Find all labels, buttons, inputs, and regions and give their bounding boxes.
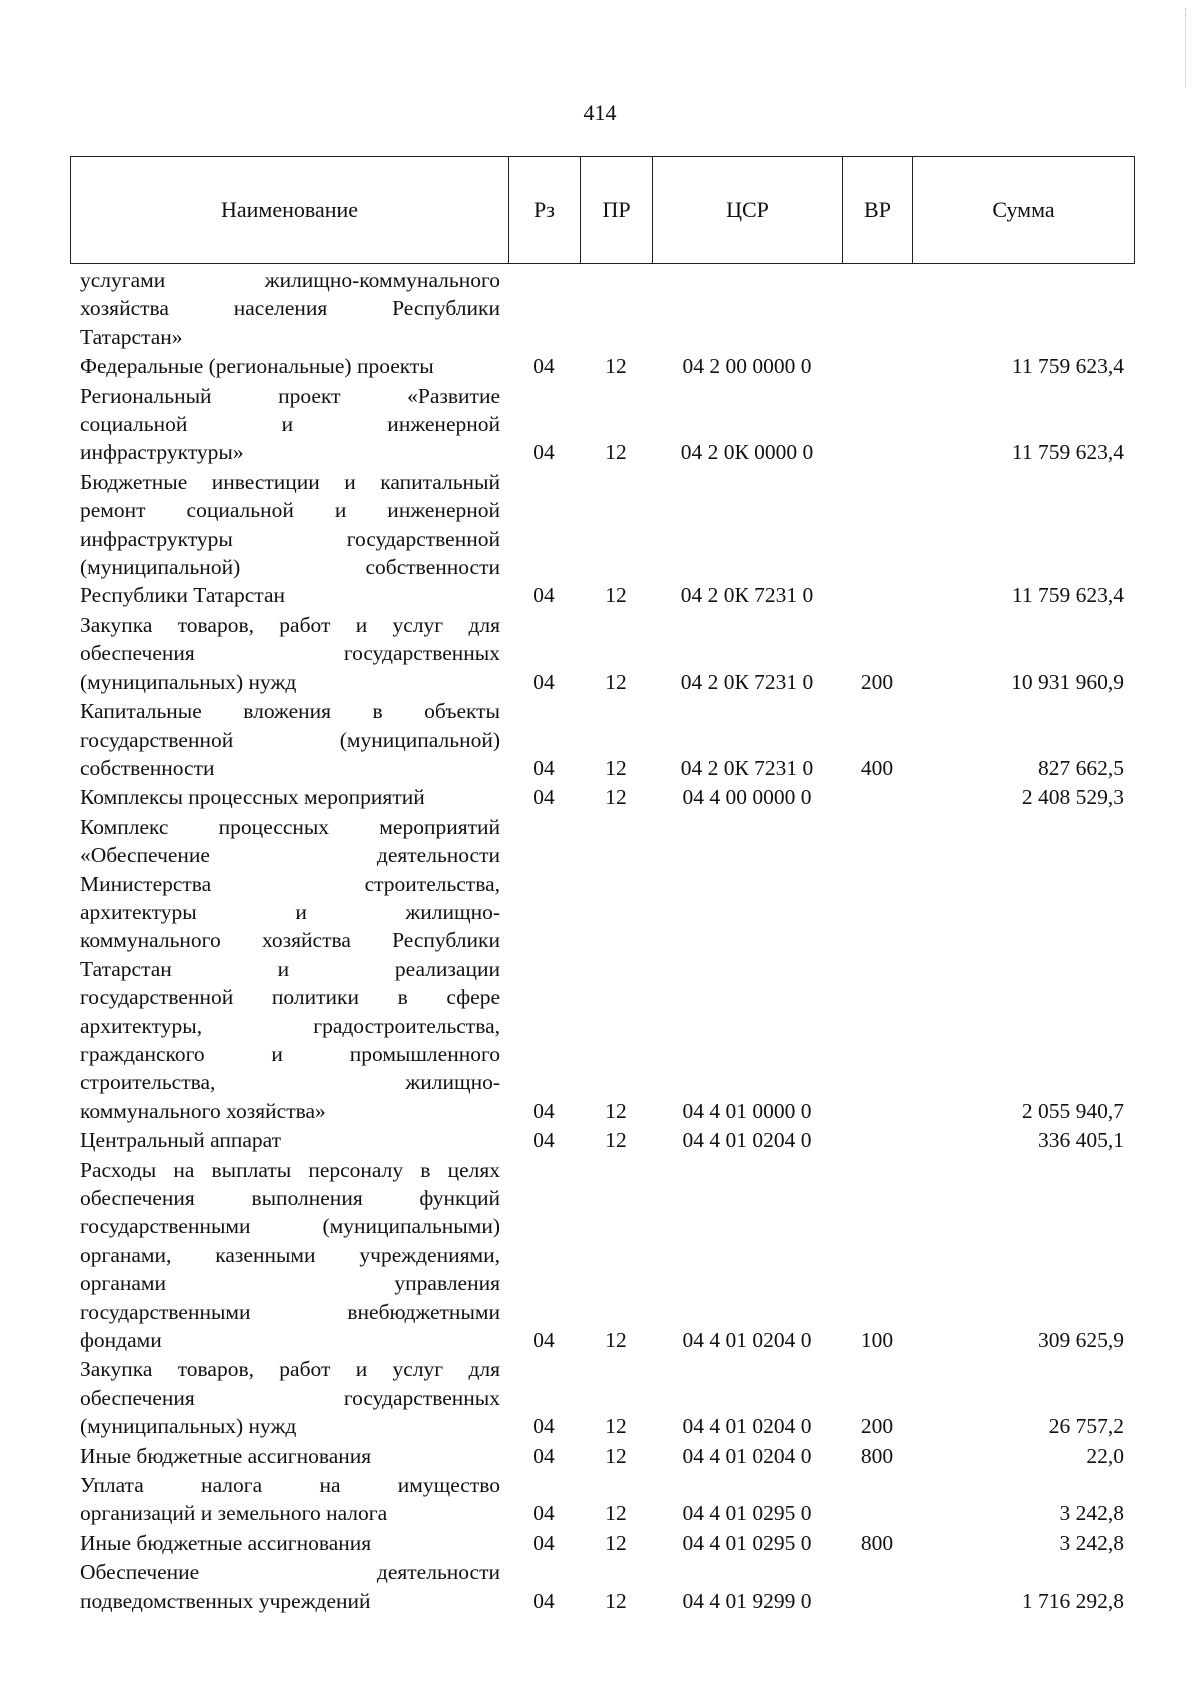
header-name: Наименование — [71, 157, 509, 264]
cell-rz: 04 — [533, 1530, 555, 1555]
cell-sum: 3 242,8 — [1059, 1501, 1124, 1526]
cell-sum: 11 759 623,4 — [1011, 354, 1124, 379]
cell-pr: 12 — [605, 669, 627, 694]
cell-name-line: Министерства строительства, — [80, 871, 500, 896]
cell-sum: 22,0 — [1086, 1443, 1124, 1468]
cell-name-line: Бюджетные инвестиции и капитальный — [80, 469, 500, 494]
cell-name-line: организаций и земельного налога — [80, 1501, 388, 1526]
cell-name-line: (муниципальных) нужд — [80, 669, 297, 694]
cell-name-line: коммунального хозяйства Республики — [80, 928, 500, 953]
cell-rz: 04 — [533, 1128, 555, 1153]
cell-vr: 400 — [860, 755, 894, 780]
cell-name-line: государственной (муниципальной) — [80, 727, 500, 752]
cell-name — [70, 468, 508, 610]
cell-name — [70, 1355, 508, 1440]
cell-csr: 04 4 01 0295 0 — [682, 1501, 812, 1526]
header-csr: ЦСР — [653, 157, 843, 264]
cell-name — [70, 382, 508, 467]
table-row — [70, 611, 1134, 696]
cell-vr: 200 — [860, 1414, 894, 1439]
cell-name-line: обеспечения государственных — [80, 1385, 500, 1410]
header-sum: Сумма — [913, 157, 1135, 264]
cell-sum: 309 625,9 — [1038, 1328, 1124, 1353]
cell-name-line: социальной и инженерной — [80, 412, 500, 437]
cell-pr: 12 — [605, 1588, 627, 1613]
header-rz: Рз — [509, 157, 581, 264]
cell-pr: 12 — [605, 755, 627, 780]
cell-rz: 04 — [533, 1588, 555, 1613]
header-pr: ПР — [581, 157, 653, 264]
cell-name-line: архитектуры и жилищно- — [80, 899, 500, 924]
cell-vr: 800 — [860, 1530, 894, 1555]
cell-name-line: органами управления — [80, 1271, 500, 1296]
table-row — [70, 1156, 1134, 1355]
cell-name-line: Закупка товаров, работ и услуг для — [80, 612, 500, 637]
cell-csr: 04 4 01 0204 0 — [682, 1328, 812, 1353]
cell-csr: 04 2 0К 0000 0 — [680, 440, 814, 465]
cell-name-line: Комплексы процессных мероприятий — [80, 785, 425, 810]
cell-pr: 12 — [605, 354, 627, 379]
cell-sum: 11 759 623,4 — [1011, 440, 1124, 465]
cell-csr: 04 4 01 0295 0 — [682, 1530, 812, 1555]
cell-sum: 26 757,2 — [1048, 1414, 1124, 1439]
cell-csr: 04 4 01 0000 0 — [682, 1098, 812, 1123]
cell-name-line: обеспечения государственных — [80, 641, 500, 666]
cell-name-line: Уплата налога на имущество — [80, 1473, 500, 1498]
cell-sum: 336 405,1 — [1038, 1128, 1124, 1153]
cell-name-line: государственными внебюджетными — [80, 1299, 500, 1324]
cell-name-line: архитектуры, градостроительства, — [80, 1013, 500, 1038]
cell-name-line: органами, казенными учреждениями, — [80, 1242, 500, 1267]
cell-name-line: Федеральные (региональные) проекты — [80, 354, 434, 379]
cell-pr: 12 — [605, 583, 627, 608]
cell-name — [70, 611, 508, 696]
cell-rz: 04 — [533, 1414, 555, 1439]
table-row — [70, 813, 1134, 1125]
cell-pr: 12 — [605, 785, 627, 810]
table-row — [70, 352, 1134, 380]
cell-csr: 04 2 0К 7231 0 — [680, 583, 814, 608]
cell-rz: 04 — [533, 440, 555, 465]
cell-pr: 12 — [605, 1530, 627, 1555]
cell-name-line: подведомственных учреждений — [80, 1588, 371, 1613]
cell-rz: 04 — [533, 669, 555, 694]
cell-name-line: Центральный аппарат — [80, 1128, 282, 1153]
cell-csr: 04 4 01 0204 0 — [682, 1128, 812, 1153]
cell-name-line: хозяйства населения Республики — [80, 296, 500, 321]
cell-sum: 2 408 529,3 — [1021, 785, 1124, 810]
cell-csr: 04 2 0К 7231 0 — [680, 755, 814, 780]
cell-name — [70, 1442, 508, 1470]
cell-csr: 04 4 01 0204 0 — [682, 1414, 812, 1439]
cell-vr: 200 — [860, 669, 894, 694]
scan-artifact — [1185, 8, 1187, 88]
cell-name — [70, 783, 508, 811]
cell-name-line: коммунального хозяйства» — [80, 1098, 326, 1123]
cell-rz: 04 — [533, 1501, 555, 1526]
cell-name-line: Обеспечение деятельности — [80, 1560, 500, 1585]
cell-name-line: Иные бюджетные ассигнования — [80, 1443, 372, 1468]
cell-sum: 2 055 940,7 — [1021, 1098, 1124, 1123]
cell-name-line: строительства, жилищно- — [80, 1070, 500, 1095]
cell-rz: 04 — [533, 354, 555, 379]
cell-name — [70, 1529, 508, 1557]
table-row — [70, 1558, 1134, 1615]
cell-name-line: гражданского и промышленного — [80, 1041, 500, 1066]
cell-csr: 04 4 01 0204 0 — [682, 1443, 812, 1468]
cell-rz: 04 — [533, 755, 555, 780]
table-body — [70, 266, 1134, 1616]
cell-name-line: «Обеспечение деятельности — [80, 843, 500, 868]
cell-csr: 04 4 01 9299 0 — [682, 1588, 812, 1613]
cell-name-line: собственности — [80, 755, 215, 780]
table-row — [70, 1355, 1134, 1440]
cell-csr: 04 2 00 0000 0 — [682, 354, 812, 379]
cell-name-line: инфраструктуры государственной — [80, 526, 500, 551]
cell-rz: 04 — [533, 1443, 555, 1468]
cell-name — [70, 352, 508, 380]
cell-name-line: Иные бюджетные ассигнования — [80, 1530, 372, 1555]
table-row — [70, 468, 1134, 610]
table-row — [70, 1442, 1134, 1470]
cell-rz: 04 — [533, 785, 555, 810]
cell-vr: 100 — [860, 1328, 894, 1353]
table-row — [70, 1529, 1134, 1557]
cell-pr: 12 — [605, 1328, 627, 1353]
cell-name — [70, 813, 508, 1125]
cell-pr: 12 — [605, 1128, 627, 1153]
cell-pr: 12 — [605, 1098, 627, 1123]
cell-name-line: Расходы на выплаты персоналу в целях — [80, 1157, 500, 1182]
table-header — [70, 156, 1135, 264]
cell-name-line: (муниципальной) собственности — [80, 555, 500, 580]
cell-rz: 04 — [533, 1328, 555, 1353]
cell-name-line: инфраструктуры» — [80, 440, 244, 465]
cell-name-line: Капитальные вложения в объекты — [80, 699, 500, 724]
cell-name — [70, 1558, 508, 1615]
cell-sum: 11 759 623,4 — [1011, 583, 1124, 608]
cell-sum: 3 242,8 — [1059, 1530, 1124, 1555]
table-row — [70, 382, 1134, 467]
cell-name-line: (муниципальных) нужд — [80, 1414, 297, 1439]
cell-pr: 12 — [605, 1501, 627, 1526]
cell-name-line: государственными (муниципальными) — [80, 1214, 500, 1239]
cell-rz: 04 — [533, 583, 555, 608]
cell-name — [70, 1156, 508, 1355]
cell-pr: 12 — [605, 1414, 627, 1439]
cell-name-line: услугами жилищно-коммунального — [80, 268, 500, 292]
cell-pr: 12 — [605, 1443, 627, 1468]
table-row — [70, 266, 1134, 351]
cell-sum: 1 716 292,8 — [1021, 1588, 1124, 1613]
cell-name-line: Татарстан» — [80, 324, 183, 349]
cell-csr: 04 2 0К 7231 0 — [680, 669, 814, 694]
cell-name-line: обеспечения выполнения функций — [80, 1186, 500, 1210]
table-row — [70, 1471, 1134, 1528]
table-row — [70, 697, 1134, 782]
cell-csr: 04 4 00 0000 0 — [682, 785, 812, 810]
cell-pr: 12 — [605, 440, 627, 465]
cell-name-line: Комплекс процессных мероприятий — [80, 814, 500, 839]
cell-name — [70, 697, 508, 782]
cell-rz: 04 — [533, 1098, 555, 1123]
cell-name-line: государственной политики в сфере — [80, 985, 500, 1010]
cell-name — [70, 1471, 508, 1528]
cell-sum: 827 662,5 — [1038, 755, 1124, 780]
cell-name-line: Татарстан и реализации — [80, 956, 500, 981]
cell-name-line: фондами — [80, 1328, 162, 1353]
cell-name-line: Закупка товаров, работ и услуг для — [80, 1357, 500, 1382]
page-number: 414 — [583, 100, 617, 125]
table-row — [70, 783, 1134, 811]
cell-sum: 10 931 960,9 — [1011, 669, 1124, 694]
cell-name — [70, 1126, 508, 1154]
cell-name — [70, 266, 508, 351]
header-vr: ВР — [843, 157, 913, 264]
table-row — [70, 1126, 1134, 1154]
cell-name-line: Республики Татарстан — [80, 583, 286, 608]
cell-name-line: Региональный проект «Развитие — [80, 383, 500, 408]
cell-vr: 800 — [860, 1443, 894, 1468]
cell-name-line: ремонт социальной и инженерной — [80, 498, 500, 523]
